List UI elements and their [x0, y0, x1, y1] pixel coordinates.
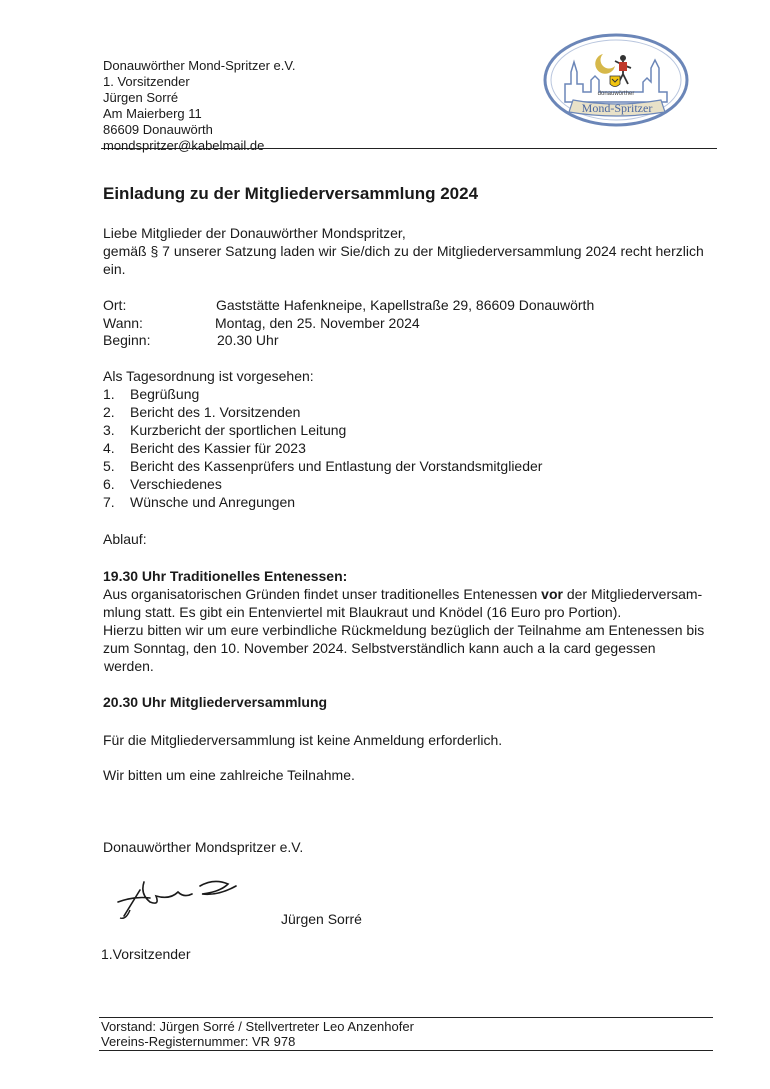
- signoff-role: 1.Vorsitzender: [101, 946, 191, 962]
- beginn-value: 20.30 Uhr: [217, 332, 279, 348]
- dinner-line-4: zum Sonntag, den 10. November 2024. Selbstverständlich kann auch a la card gegessen: [103, 640, 656, 656]
- intro-line-3: ein.: [103, 261, 126, 277]
- ort-label: Ort:: [103, 297, 127, 313]
- agenda-list: [103, 385, 542, 511]
- wann-label: Wann:: [103, 315, 143, 331]
- meeting-heading: 20.30 Uhr Mitgliederversammlung: [103, 694, 328, 710]
- signoff-name: Jürgen Sorré: [281, 911, 362, 927]
- intro-paragraph: [103, 224, 704, 278]
- dinner-line-2: mlung statt. Es gibt ein Entenviertel mit Blaukraut und Knödel (16 Euro pro Portion).: [103, 604, 622, 620]
- agenda-item: 1. Begrüßung: [103, 386, 200, 402]
- header-rule: [101, 148, 717, 149]
- logo-top-text: donauwörther: [597, 91, 635, 97]
- footer-line-2: Vereins-Registernummer: VR 978: [101, 1034, 296, 1049]
- dinner-line-3: Hierzu bitten wir um eure verbindliche Rückmeldung bezüglich der Teilnahme am Entenessen bis: [103, 622, 705, 638]
- sender-email: mondspritzer@kabelmail.de: [103, 138, 265, 153]
- ablauf-label: Ablauf:: [103, 531, 147, 547]
- detail-ort: [103, 296, 723, 314]
- agenda-item: 5. Bericht des Kassenprüfers und Entlastung der Vorstandsmitglieder: [103, 458, 543, 474]
- document-title: Einladung zu der Mitgliederversammlung 2024: [103, 184, 479, 203]
- footer-line-1: Vorstand: Jürgen Sorré / Stellvertreter Leo Anzenhofer: [101, 1019, 414, 1034]
- club-logo: [543, 32, 689, 128]
- sender-street: Am Maierberg 11: [103, 106, 202, 121]
- intro-line-1: Liebe Mitglieder der Donauwörther Mondspritzer,: [103, 225, 406, 241]
- beginn-label: Beginn:: [103, 332, 151, 348]
- agenda-item: 2. Bericht des 1. Vorsitzenden: [103, 404, 301, 420]
- detail-wann: [103, 314, 723, 332]
- sender-city: 86609 Donauwörth: [103, 122, 213, 137]
- dinner-line-1: Aus organisatorischen Gründen findet unser traditionelles Entenessen vor der Mitgliederversam-: [103, 586, 703, 602]
- dinner-heading: 19.30 Uhr Traditionelles Entenessen:: [103, 568, 348, 584]
- intro-line-2: gemäß § 7 unserer Satzung laden wir Sie/dich zu der Mitgliederversammlung 2024 recht herzlich: [103, 243, 704, 259]
- logo-main-text: Mond-Spritzer: [581, 101, 653, 115]
- footer-rule-bottom: [99, 1050, 713, 1051]
- agenda-item: 6. Verschiedenes: [103, 476, 222, 492]
- detail-beginn: [103, 331, 723, 349]
- ort-value: Gaststätte Hafenkneipe, Kapellstraße 29, 86609 Donauwörth: [216, 297, 595, 313]
- signoff-org: Donauwörther Mondspritzer e.V.: [103, 839, 304, 855]
- agenda-intro: Als Tagesordnung ist vorgesehen:: [103, 368, 314, 384]
- coat-of-arms-icon: [610, 76, 620, 87]
- agenda-item: 7. Wünsche und Anregungen: [103, 494, 296, 510]
- meeting-note: Für die Mitgliederversammlung ist keine Anmeldung erforderlich.: [103, 732, 503, 748]
- signature-icon: [110, 872, 245, 924]
- footer-rule-top: [99, 1017, 713, 1018]
- wann-value: Montag, den 25. November 2024: [215, 315, 420, 331]
- sender-name: Jürgen Sorré: [103, 90, 179, 105]
- agenda-item: 4. Bericht des Kassier für 2023: [103, 440, 306, 456]
- footer-block: [101, 1019, 414, 1049]
- closing-line: Wir bitten um eine zahlreiche Teilnahme.: [103, 767, 355, 783]
- dinner-line-5: werden.: [104, 658, 154, 674]
- sender-block: [103, 58, 295, 154]
- sender-role: 1. Vorsitzender: [103, 74, 190, 89]
- sender-org: Donauwörther Mond-Spritzer e.V.: [103, 58, 296, 73]
- agenda-item: 3. Kurzbericht der sportlichen Leitung: [103, 422, 347, 438]
- dinner-paragraph: [103, 585, 704, 675]
